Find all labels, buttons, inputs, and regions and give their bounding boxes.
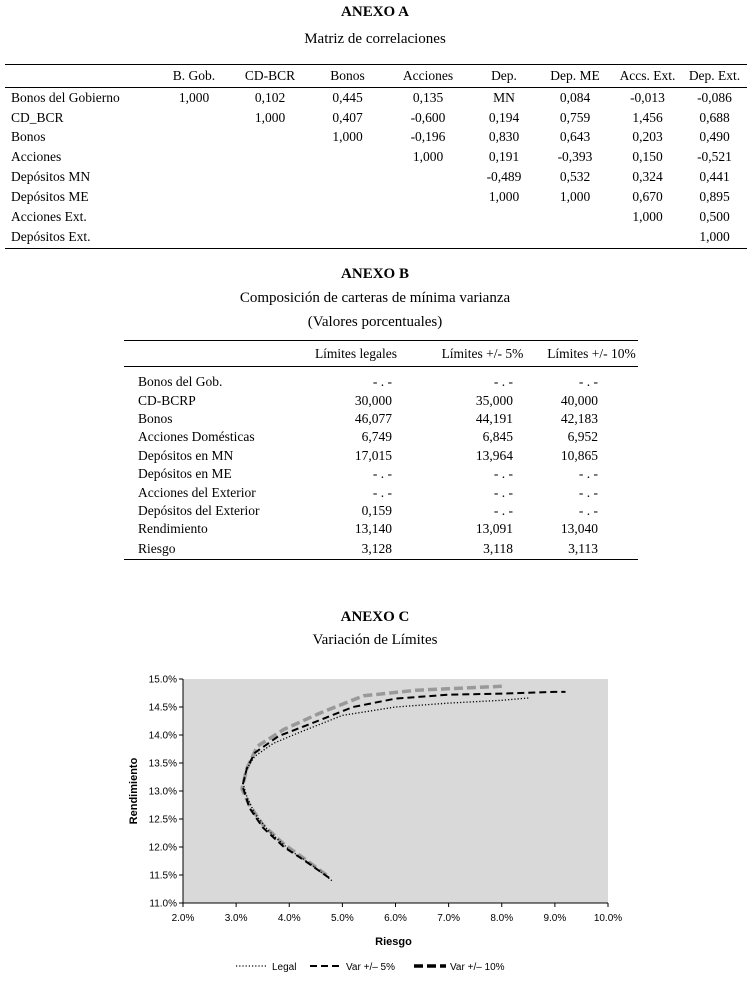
matrix-header-cell: Accs. Ext. [613,65,682,88]
table-cell: 30,000 [354,392,392,408]
row-label: Depósitos Ext. [5,227,158,249]
y-tick-label: 14.5% [148,702,177,714]
matrix-header-cell: Dep. [471,65,537,88]
table-cell: - . - [493,502,513,518]
table-cell: 3,128 [292,539,420,560]
table-cell: - . - [372,466,392,482]
table-cell: 13,140 [354,521,392,537]
table-cell: 0,643 [559,129,591,145]
table-cell: 1,000 [559,188,591,204]
table-cell: 6,845 [482,429,513,445]
row-label: Rendimiento [138,521,208,537]
table-cell: 0,159 [361,502,392,518]
annex-b-subtitle: Composición de carteras de mínima varianza [239,290,511,306]
table-cell: -0,196 [410,129,446,145]
table-cell: 0,194 [488,109,520,125]
table-cell: 17,015 [354,447,392,463]
table-cell: 0,150 [632,149,663,165]
annex-b-units: (Valores porcentuales) [307,314,443,330]
portfolio-header-cell: Límites +/- 10% [545,341,638,367]
y-tick-label: 11.0% [149,898,177,910]
table-cell: -0,489 [486,169,522,185]
row-label: Depósitos en ME [138,466,232,482]
annex-a-subtitle: Matriz de correlaciones [304,31,446,47]
annex-c-subtitle: Variación de Límites [312,632,438,648]
matrix-header-cell: CD-BCR [230,65,310,88]
table-cell: -0,393 [557,149,593,165]
table-cell: -0,013 [630,89,665,105]
table-cell: 0,830 [488,129,520,145]
x-tick-label: 9.0% [543,913,567,924]
table-cell: 0,324 [632,169,663,185]
y-tick-label: 15.0% [148,674,177,686]
x-tick-label: 4.0% [277,913,301,924]
table-cell: 3,113 [545,539,638,560]
table-cell: - . - [493,484,513,500]
annex-a-title: ANEXO A [341,4,409,20]
table-cell: - . - [578,374,598,390]
table-cell: 44,191 [475,410,513,426]
table-cell: 1,000 [332,129,363,145]
y-tick-label: 12.0% [148,842,177,854]
table-cell: 0,688 [699,109,730,125]
table-cell: 0,532 [559,169,591,185]
table-cell: - . - [578,466,598,482]
table-cell: 1,000 [412,149,444,165]
table-cell: 42,183 [560,410,598,426]
matrix-header-cell: B. Gob. [158,65,230,88]
matrix-header-cell: Dep. ME [537,65,613,88]
table-cell: - . - [578,502,598,518]
x-tick-label: 8.0% [490,913,514,924]
table-cell: 40,000 [560,392,598,408]
y-tick-label: 13.0% [148,786,177,798]
y-tick-label: 13.5% [148,758,177,770]
table-cell: 0,102 [254,89,286,105]
table-cell: 1,000 [254,109,286,125]
table-cell: - . - [372,484,392,500]
table-cell: 0,407 [332,109,363,125]
row-label: Acciones Ext. [11,208,87,224]
table-cell: 0,203 [632,129,663,145]
table-cell: 0,441 [699,169,730,185]
x-tick-label: 3.0% [224,913,248,924]
matrix-header-cell: Acciones [385,65,471,88]
annex-c-title: ANEXO C [340,609,410,625]
legend-label: Var +/– 5% [346,962,396,973]
table-cell: 0,500 [699,208,730,224]
table-cell: 1,000 [682,227,747,249]
table-cell: 1,000 [632,208,663,224]
x-axis-title: Riesgo [375,936,412,948]
table-cell: 0,135 [412,89,444,105]
table-cell: 1,456 [632,109,663,125]
legend-label: Var +/– 10% [450,962,505,973]
table-cell: 0,084 [559,89,591,105]
table-cell: 35,000 [475,392,513,408]
matrix-header-cell: Bonos [310,65,385,88]
row-label: Acciones Domésticas [138,429,255,445]
table-cell: 46,077 [354,410,392,426]
portfolio-header-cell: Límites legales [292,341,420,367]
row-label: Acciones [11,149,62,165]
table-cell: 1,000 [178,89,210,105]
row-label: Depósitos en MN [138,447,234,463]
table-cell: 13,964 [475,447,513,463]
plot-area [183,679,608,903]
table-cell: 10,865 [560,447,598,463]
table-cell: - . - [493,466,513,482]
table-cell: -0,521 [697,149,732,165]
table-cell: 0,759 [559,109,591,125]
table-cell: 1,000 [488,188,520,204]
row-label: CD_BCR [11,109,64,125]
row-label: Riesgo [124,539,292,560]
x-tick-label: 6.0% [384,913,407,924]
table-cell: 0,670 [632,188,663,204]
y-tick-label: 14.0% [148,730,177,742]
table-cell: 6,952 [567,429,598,445]
row-label: Depósitos ME [11,188,89,204]
table-cell: 0,445 [332,89,363,105]
row-label: Depósitos del Exterior [138,502,260,518]
table-cell: -0,600 [410,109,446,125]
row-label: CD-BCRP [138,392,196,408]
table-cell: - . - [372,374,392,390]
row-label: Bonos [11,129,46,145]
legend-label: Legal [272,962,297,973]
table-cell: 13,040 [560,521,598,537]
table-cell: 0,895 [699,188,730,204]
annex-b-title: ANEXO B [341,266,409,282]
table-cell: - . - [493,374,513,390]
table-cell: - . - [578,484,598,500]
table-cell: 6,749 [361,429,392,445]
table-cell: -0,086 [697,89,732,105]
table-cell: 0,191 [488,149,520,165]
row-label: Bonos del Gobierno [11,89,120,105]
row-label: Depósitos MN [11,169,91,185]
table-cell: MN [493,89,515,105]
row-label: Acciones del Exterior [138,484,256,500]
portfolio-header-cell: Límites +/- 5% [420,341,545,367]
table-cell: 3,118 [420,539,545,560]
matrix-header-cell: Dep. Ext. [682,65,747,88]
y-axis-title: Rendimiento [128,757,140,825]
x-tick-label: 5.0% [330,913,354,924]
row-label: Bonos del Gob. [138,374,223,390]
x-tick-label: 2.0% [171,913,195,924]
y-tick-label: 12.5% [148,814,177,826]
y-tick-label: 11.5% [149,870,177,882]
table-cell: 13,091 [475,521,513,537]
x-tick-label: 7.0% [437,913,461,924]
x-tick-label: 10.0% [593,913,623,924]
row-label: Bonos [138,410,173,426]
table-cell: 0,490 [699,129,730,145]
